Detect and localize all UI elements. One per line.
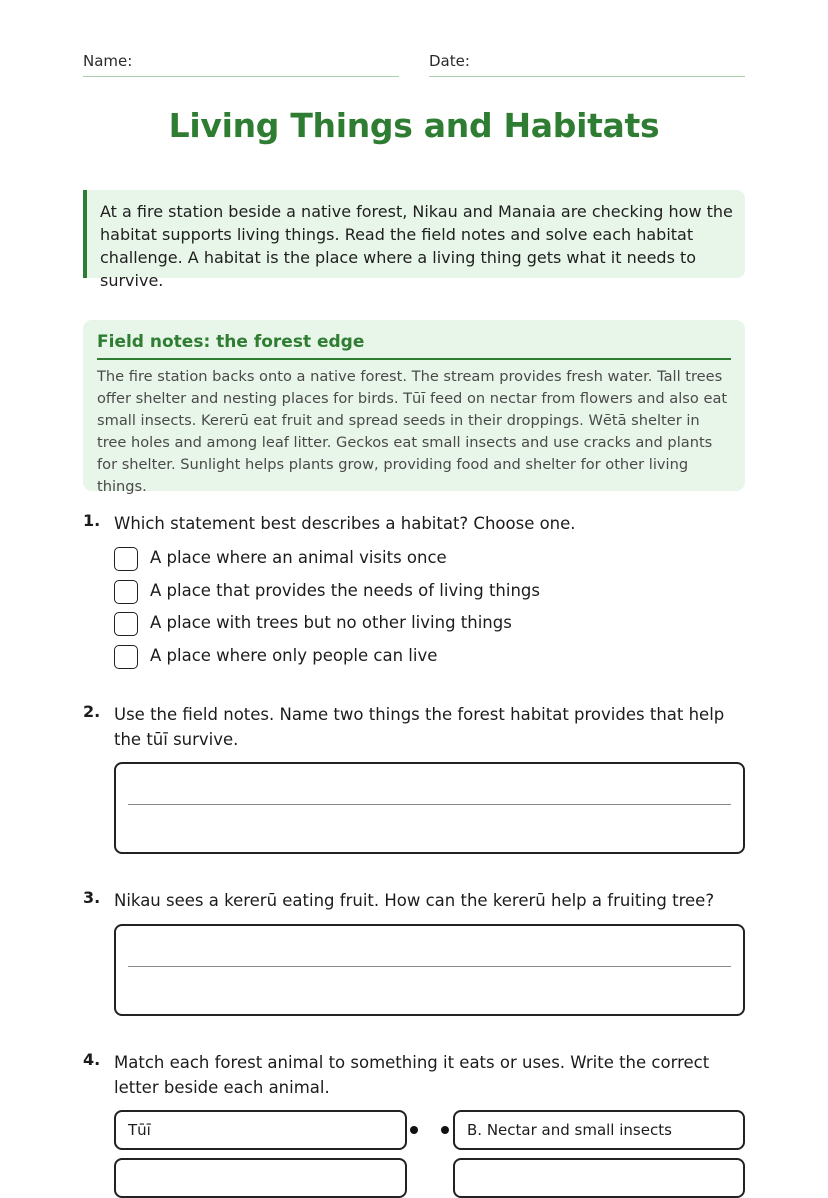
- intro-callout: At a fire station beside a native forest, Nikau and Manaia are checking how the habitat supports living things. Read the field notes and solve each habitat challenge. A habitat is the place where a living thing gets what it needs to survive.: [83, 190, 745, 278]
- checkbox[interactable]: [114, 612, 138, 636]
- header-row: [83, 52, 745, 78]
- match-item-box[interactable]: [453, 1110, 745, 1150]
- page-title: Living Things and Habitats: [168, 106, 660, 145]
- question-text: Nikau sees a kererū eating fruit. How can the kererū help a fruiting tree?: [114, 891, 715, 910]
- date-field[interactable]: [429, 52, 745, 77]
- field-notes-box: [83, 320, 745, 495]
- date-label: Date:: [429, 52, 470, 70]
- field-notes-title: Field notes: the forest edge: [97, 332, 731, 360]
- match-animal-label: Tūī: [128, 1121, 151, 1139]
- answer-box[interactable]: [114, 924, 745, 1016]
- option-label: A place with trees but no other living things: [150, 613, 512, 632]
- option-label: A place that provides the needs of living things: [150, 581, 541, 600]
- question-number: 4.: [83, 1050, 101, 1069]
- answer-line: [128, 966, 731, 967]
- option-label: A place where an animal visits once: [150, 548, 447, 567]
- question-text: Use the field notes. Name two things the forest habitat provides that help the tūī survive.: [114, 705, 725, 749]
- checkbox[interactable]: [114, 645, 138, 669]
- name-label: Name:: [83, 52, 133, 70]
- match-dot-right[interactable]: [441, 1126, 449, 1134]
- match-item-box[interactable]: [453, 1158, 745, 1198]
- question-number: 2.: [83, 702, 101, 721]
- answer-line: [128, 804, 731, 805]
- checkbox[interactable]: [114, 580, 138, 604]
- question-number: 3.: [83, 888, 101, 907]
- field-notes-body: The fire station backs onto a native forest. The stream provides fresh water. Tall trees offer shelter and nesting places for birds. Tūī feed on nectar from flowers and also eat small insects. Kererū eat fruit and spread seeds in their droppings. Wētā shelter in tree holes and among leaf litter. Geckos eat small insects and use cracks and plants for shelter. Sunlight helps plants grow, providing food and shelter for other living things.: [97, 368, 728, 495]
- checkbox[interactable]: [114, 547, 138, 571]
- question-text: Match each forest animal to something it eats or uses. Write the correct letter beside each animal.: [114, 1053, 710, 1097]
- match-animal-box[interactable]: [114, 1158, 407, 1198]
- question-number: 1.: [83, 511, 101, 530]
- match-dot-left[interactable]: [410, 1126, 418, 1134]
- option-label: A place where only people can live: [150, 646, 438, 665]
- question-text: Which statement best describes a habitat? Choose one.: [114, 514, 576, 533]
- name-field[interactable]: [83, 52, 399, 77]
- match-animal-box[interactable]: [114, 1110, 407, 1150]
- match-item-label: B. Nectar and small insects: [467, 1121, 672, 1139]
- answer-box[interactable]: [114, 762, 745, 854]
